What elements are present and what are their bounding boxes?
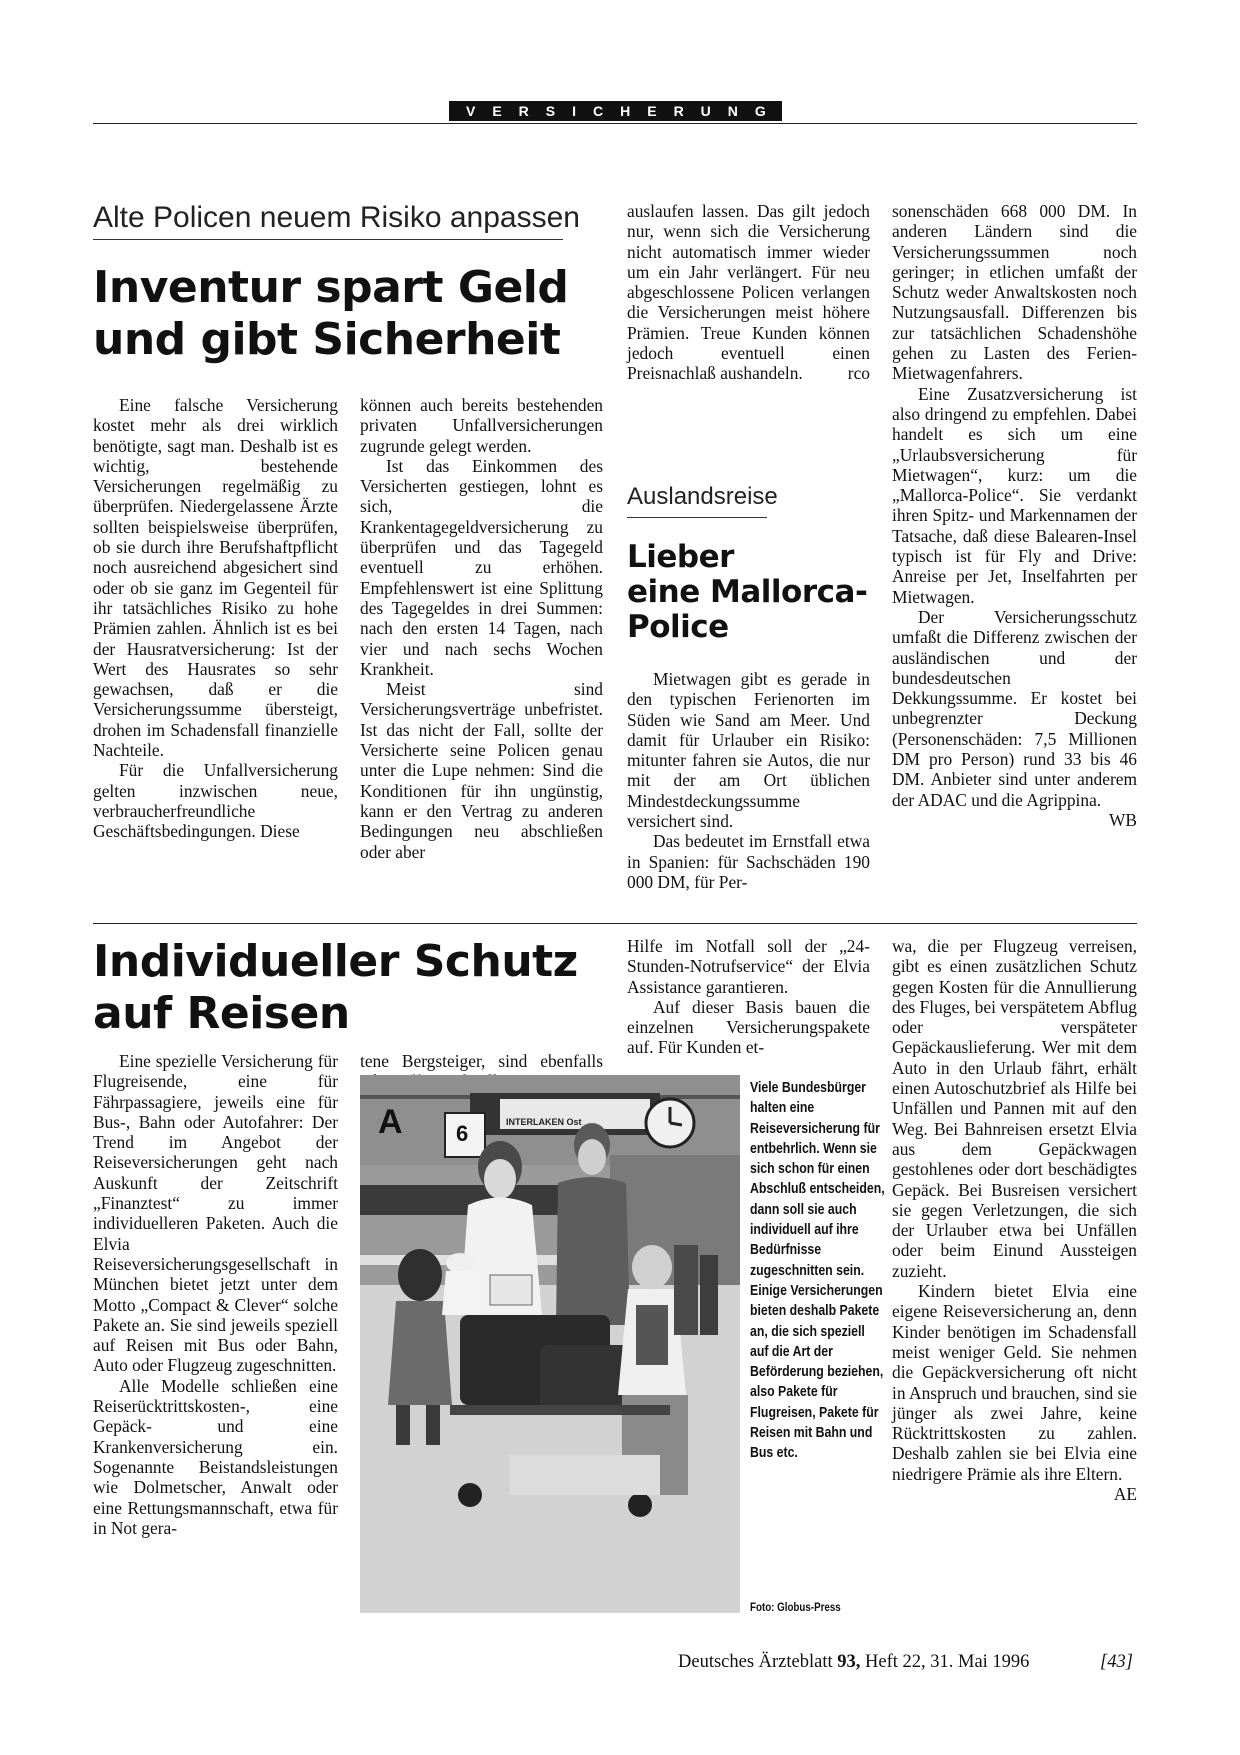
article2-headline: Lieber eine Mallorca- Police	[627, 539, 868, 645]
article3-column-2: tene Bergsteiger, sind ebenfalls	[360, 1051, 603, 1071]
article3-headline: Individueller Schutz auf Reisen	[93, 936, 578, 1039]
article1-signature: rco	[847, 363, 870, 384]
article1-column-2: können auch bereits bestehenden privaten Unfallversicherungen zugrunde gelegt werden. Ist das Einkommen des Versicherten gestiegen, lohnt es sich, die Krankentagegeldversicherung zu überprüfen und das Tagegeld eventuell zu erhöhen. Empfehlenswert ist eine Splittung des Tagegeldes in drei Summen: nach den ersten 14 Tagen, nach vier und nach sechs Wochen Krankheit. Meist sind Versicherungsverträge unbefristet. Ist das nicht der Fall, sollte der Versicherte seine Policen genau unter die Lupe nehmen: Sind die Konditionen für ihn ungünstig, kann er den Vertrag zu anderen Bedingungen neu abschließen oder aber	[360, 395, 603, 862]
platform-sign-number: 6	[456, 1121, 469, 1146]
article3-column-1: Eine spezielle Versicherung für Flugreisende, eine für Fährpassagiere, jeweils eine für Bus-, Bahn oder Autofahrer: Der Trend im Angebot der Reiseversicherungen geht nach Auskunft der Zeitschrift „Finanztest“ zu immer individuelleren Paketen. Auch die Elvia Reiseversicherungsgesellschaft in München bietet jetzt unter dem Motto „Compact & Clever“ solche Pakete an. Sie sind jeweils speziell auf Reisen mit Bus oder Bahn, Auto oder Flugzeug zugeschnitten. Alle Modelle schließen eine Reiserücktrittskosten-, eine Gepäck- und eine Krankenversicherung ein. Sogenannte Beistandsleistungen wie Dolmetscher, Anwalt oder eine Rettungsmannschaft, etwa für in Not gera-	[93, 1051, 338, 1538]
photo-credit: Foto: Globus-Press	[750, 1602, 841, 1614]
article1-kicker: Alte Policen neuem Risiko anpassen	[93, 200, 563, 240]
article2-column-3: Mietwagen gibt es gerade in den typischen Ferienorten im Süden wie Sand am Meer. Und damit für Urlauber ein Risiko: mitunter fahren sie Autos, die nur mit der am Ort üblichen Mindestdeckungssumme versichert sind. Das bedeutet im Ernstfall etwa in Spanien: für Sachschäden 190 000 DM, für Per-	[627, 669, 870, 892]
article1-column-1: Eine falsche Versicherung kostet mehr als drei wirklich benötigte, sagt man. Deshalb ist es wichtig, bestehende Versicherungen regelmäßig zu überprüfen. Niedergelassene Ärzte sollten beispielsweise überprüfen, ob sie durch ihre Berufshaftpflicht noch ausreichend abgesichert sind oder ob sie ganz im Gegenteil für ihr tatsächliches Risiko zu hohe Prämien zahlen. Ähnlich ist es bei der Hausratversicherung: Ist der Wert des Hausrates so sehr gewachsen, daß er die Versicherungssumme übersteigt, drohen im Schadensfall finanzielle Nachteile. Für die Unfallversicherung gelten inzwischen neue, verbraucherfreundliche Geschäftsbedingungen. Diese	[93, 395, 338, 842]
article1-headline: Inventur spart Geld und gibt Sicherheit	[93, 262, 569, 365]
section-divider	[93, 923, 1137, 924]
header-rule	[93, 123, 1137, 124]
article2-kicker: Auslandsreise	[627, 482, 767, 518]
section-label: VERSICHERUNGEN	[449, 101, 782, 121]
station-photo	[360, 1075, 740, 1613]
photo-caption: Viele Bundesbürger halten eine Reiseversicherung für entbehrlich. Wenn sie sich schon für einen Abschluß entscheiden, dann soll sie auch individuell auf ihre Bedürfnisse zugeschnitten sein. Einige Versicherungen bieten deshalb Pakete an, die sich speziell auf die Art der Beförderung beziehen, also Pakete für Flugreisen, Pakete für Reisen mit Bahn und Bus etc.	[750, 1079, 885, 1462]
footer-page-number: [43]	[1100, 1652, 1133, 1672]
platform-sign-letter: A	[378, 1103, 403, 1141]
article3-column-4: wa, die per Flugzeug verreisen, gibt es einen zusätzlichen Schutz gegen Kosten für die Annullierung des Fluges, bei verspätetem Abflug oder verspäteter Gepäckauslieferung. Wer mit dem Auto in den Urlaub fährt, erhält einen Autoschutzbrief als Hilfe bei Unfällen und Pannen mit auf den Weg. Bei Bahnreisen ersetzt Elvia aus dem Gepäckwagen gestohlenes oder dort beschädigtes Gepäck. Bei Busreisen versichert sie gegen Verletzungen, die sich der Urlauber etwa bei Unfällen oder beim Einund Aussteigen zuzieht. Kindern bietet Elvia eine eigene Reiseversicherung an, denn Kinder benötigen im Schadensfall meist weniger Geld. Sie nehmen die Gepäckversicherung oft nicht in Anspruch und brauchen, sind sie jünger als zwei Jahre, keine Rücktrittskosten zu zahlen. Deshalb zahlen sie bei Elvia eine niedrigere Prämie als ihre Eltern. AE	[892, 936, 1137, 1505]
article3-signature: AE	[1113, 1484, 1137, 1505]
footer-volume: 93,	[837, 1652, 861, 1672]
footer-journal: Deutsches Ärzteblatt	[678, 1652, 833, 1672]
article2-column-4: sonenschäden 668 000 DM. In anderen Ländern sind die Versicherungssummen noch geringer; in etlichen umfaßt der Schutz weder Anwaltskosten noch Nutzungsausfall. Differenzen bis zur tatsächlichen Schadenshöhe gehen zu Lasten des Ferien-Mietwagenfahrers. Eine Zusatzversicherung ist also dringend zu empfehlen. Dabei handelt es sich um eine „Urlaubsversicherung für Mietwagen“, kurz: um die „Mallorca-Police“. Sie verdankt ihren Spitz- und Markennamen der Tatsache, daß diese Balearen-Insel typisch ist für Fly and Drive: Anreise per Jet, Inselfahrten per Mietwagen. Der Versicherungsschutz umfaßt die Differenz zwischen der ausländischen und der bundesdeutschen Dekkungssumme. Er kostet bei unbegrenzter Deckung (Personenschäden: 7,5 Millionen DM pro Person) rund 33 bis 46 DM. Anbieter sind unter anderem der ADAC und die Agrippina. WB	[892, 201, 1137, 830]
footer-issue: Heft 22, 31. Mai 1996	[865, 1652, 1030, 1672]
page-footer	[678, 1652, 1029, 1673]
article2-signature: WB	[1108, 809, 1137, 830]
station-photo-illustration	[360, 1075, 740, 1613]
destination-board-text: INTERLAKEN Ost	[506, 1117, 582, 1127]
article1-column-3: auslaufen lassen. Das gilt jedoch nur, wenn sich die Versicherung nicht automatisch immer wieder um ein Jahr verlängert. Für neu abgeschlossene Policen verlangen die Versicherungen meist höhere Prämien. Treue Kunden können jedoch eventuell einen Preisnachlaß aushandeln. rco	[627, 201, 870, 384]
article3-column-3: Hilfe im Notfall soll der „24-Stunden-Notrufservice“ der Elvia Assistance garantieren. Auf dieser Basis bauen die einzelnen Versicherungspakete auf. Für Kunden et-	[627, 936, 870, 1058]
